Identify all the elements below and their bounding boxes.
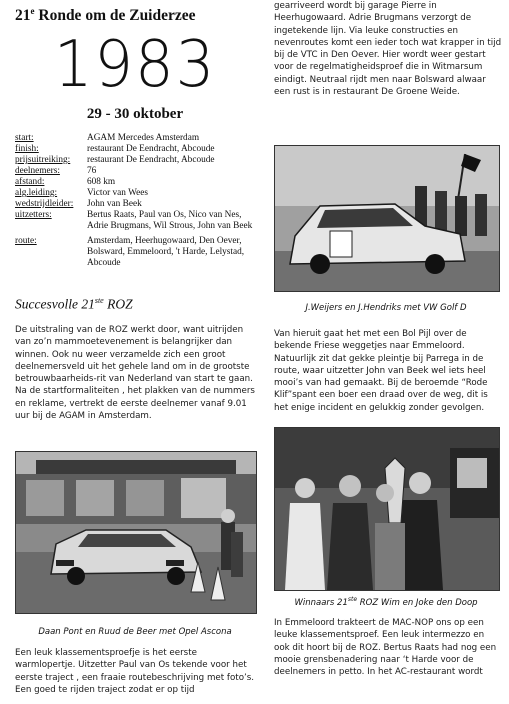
fact-course-setters (15, 210, 260, 232)
fact-label: wedstrijdleider: (15, 199, 74, 209)
fact-participants (15, 166, 260, 177)
event-title: Ronde om de Zuiderzee (38, 7, 196, 25)
caption-suffix: ROZ Wim en Joke den Doop (357, 597, 478, 608)
paragraph-intro: De uitstraling van de ROZ werkt door, want uitrijden van zo’n mammoetevenement is belangrijker dan winnen. Ook nu weer verzamelde zich een groot deelnemersveld uit het gehele land om in de grootste betrouwbaarheids-rit van Nederland van start te gaan. Na de startformaliteiten , het plakken van de nummers en reklame, vertrekt de eerste deelnemer vanaf 9.01 uur bij de AGAM in Amsterdam. (15, 325, 255, 422)
fact-finish (15, 144, 260, 155)
caption-sup: ste (347, 596, 358, 603)
fact-race-director (15, 199, 260, 210)
fact-value: restaurant De Eendracht, Abcoude (87, 155, 215, 165)
paragraph-bottom-left: Een leuk klassementsproefje is het eerste warmlopertje. Uitzetter Paul van Os tekende voor het eerste traject , een fraaie routebeschrijving met foto’s. Een goed te rijden traject zodat er op tijd (15, 648, 255, 695)
paragraph-right-bottom: In Emmeloord trakteert de MAC-NOP ons op een leuke klassementsproef. Een leuk intermezzo en ook dit hoort bij de ROZ. Bertus Raats had nog een mooie grensbenadering naar ‘t Harde voor de deelnemers in petto. In het AC-restaurant wordt (274, 618, 497, 678)
subtitle-suffix: ROZ (103, 296, 133, 312)
fact-value: restaurant De Eendracht, Abcoude (87, 144, 215, 154)
fact-value: AGAM Mercedes Amsterdam (87, 133, 200, 143)
caption-photo-right-top: J.Weijers en J.Hendriks met VW Golf D (305, 303, 467, 313)
event-facts (15, 133, 260, 269)
paragraph-right-mid: Van hieruit gaat het met een Bol Pijl over de bekende Friese weggetjes naar Emmeloord. Natuurlijk zit dat gekke pleintje bij Parrega in de route, waar uitzetter John van Beek wel iets heel mooi’s van had gemaakt. Bij de beroemde “Rode Klif”spant een boer een draad over de weg, dit is het enige incident en gelukkig zonder gevolgen. (274, 329, 488, 413)
photo-vw-golf (274, 145, 500, 292)
event-heading (15, 6, 255, 25)
fact-label: finish: (15, 144, 39, 154)
fact-value: Victor van Wees (87, 188, 148, 198)
caption-photo-left: Daan Pont en Ruud de Beer met Opel Ascona (38, 627, 232, 637)
fact-label: prijsuitreiking: (15, 155, 71, 165)
fact-route (15, 236, 260, 269)
fact-start (15, 133, 260, 144)
fact-distance (15, 177, 260, 188)
subtitle-sup: ste (94, 296, 104, 305)
fact-label: afstand: (15, 177, 45, 187)
fact-value: 76 (87, 166, 97, 176)
fact-value: John van Beek (87, 199, 142, 209)
event-year: 1983 (53, 28, 217, 102)
fact-label: start: (15, 133, 34, 143)
fact-prize-giving (15, 155, 260, 166)
caption-prefix: Winnaars 21 (294, 597, 348, 608)
event-dates: 29 - 30 oktober (86, 106, 184, 122)
fact-label: route: (15, 236, 37, 246)
photo-winners (274, 427, 500, 591)
subtitle-prefix: Succesvolle 21 (15, 296, 95, 312)
fact-value: Bertus Raats, Paul van Os, Nico van Nes, Adrie Brugmans, Wil Strous, John van Beek (87, 210, 253, 231)
fact-label: alg.leiding: (15, 188, 58, 198)
photo-opel-ascona (15, 451, 257, 614)
paragraph-right-top: gearriveerd wordt bij garage Pierre in Heerhugowaard. Adrie Brugmans verzorgt de ingetekende lijn. Via leuke constructies en nevenroutes komt een ieder toch wat krapper in tijd bij de VTC in Den Oever. Hier wordt weer gestart voor de regelmatigheidsproef die in Witmarsum eindigt. Neutraal rijdt men naar Bolsward alwaar een rust is in restaurant De Groene Weide. (274, 1, 502, 98)
event-ordinal: 21 (15, 7, 31, 25)
fact-general-management (15, 188, 260, 199)
fact-label: deelnemers: (15, 166, 60, 176)
article-subtitle (15, 296, 255, 313)
event-ordinal-suffix: e (30, 6, 35, 16)
caption-photo-right-bottom (274, 596, 498, 608)
fact-value: Amsterdam, Heerhugowaard, Den Oever, Bolsward, Emmeloord, 't Harde, Lelystad, Abcoude (87, 236, 245, 268)
fact-label: uitzetters: (15, 210, 52, 220)
fact-value: 608 km (87, 177, 116, 187)
